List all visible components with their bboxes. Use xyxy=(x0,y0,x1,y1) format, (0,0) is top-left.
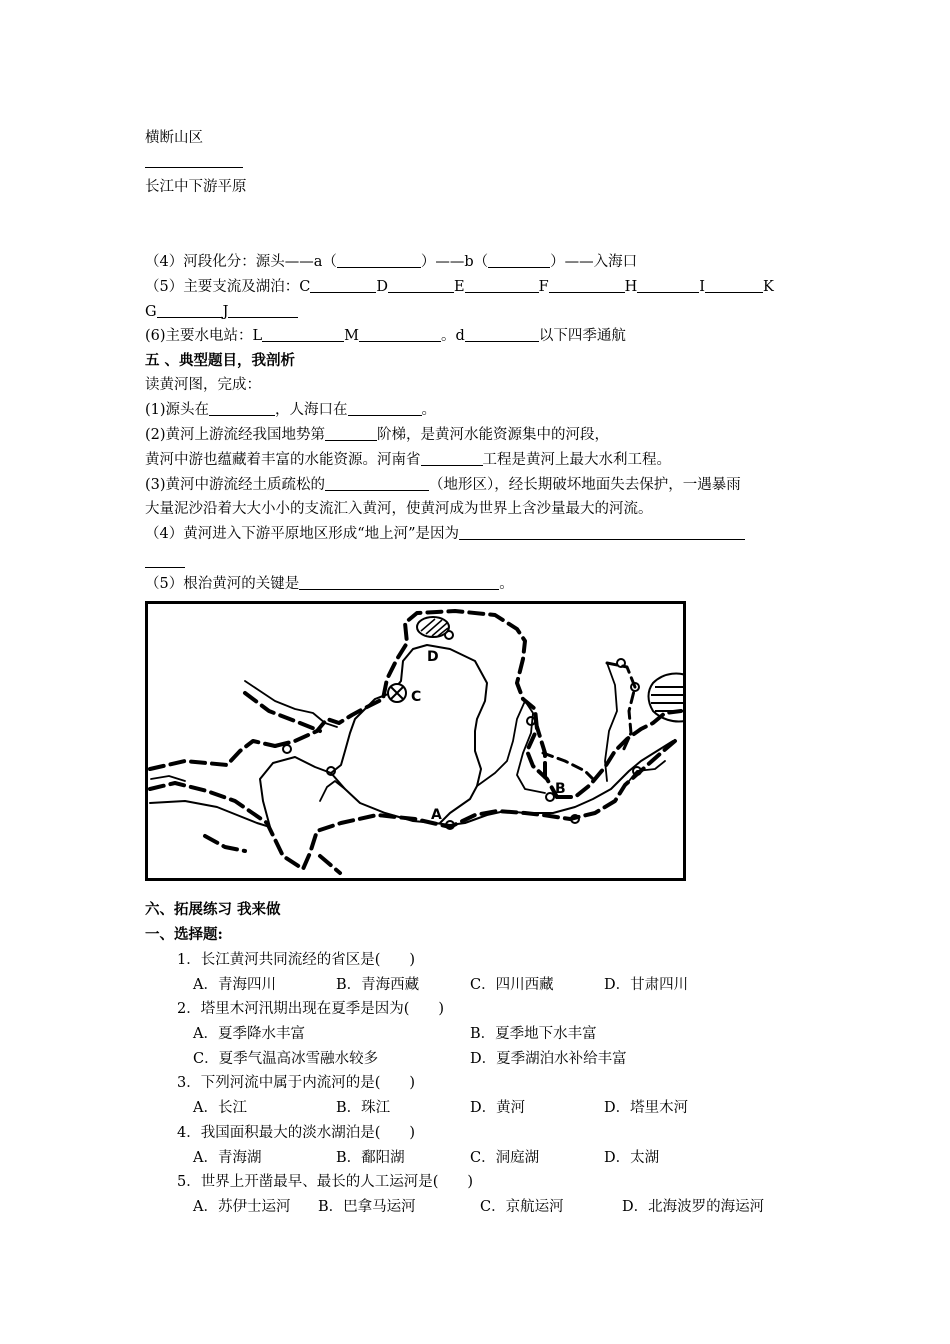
answer-blank[interactable] xyxy=(262,328,344,342)
answer-blank[interactable] xyxy=(299,576,499,590)
text: 。 xyxy=(499,576,514,592)
question-line xyxy=(145,401,436,419)
text-line: 读黄河图，完成： xyxy=(145,377,261,393)
text: F xyxy=(538,279,549,295)
question-line xyxy=(145,525,745,543)
answer-blank[interactable] xyxy=(465,279,539,293)
answer-blank[interactable] xyxy=(359,328,441,342)
option-b[interactable]: B．巴拿马运河 xyxy=(318,1199,416,1215)
option-c[interactable]: C．京航运河 xyxy=(480,1199,564,1215)
option-d[interactable]: D．塔里木河 xyxy=(604,1100,689,1116)
option-d[interactable]: D．夏季湖泊水补给丰富 xyxy=(470,1051,627,1067)
answer-blank[interactable] xyxy=(209,402,275,416)
question-line xyxy=(145,476,741,494)
answer-blank[interactable] xyxy=(228,304,298,318)
question-line xyxy=(145,426,609,444)
answer-blank[interactable] xyxy=(348,402,422,416)
answer-blank[interactable] xyxy=(421,452,483,466)
answer-blank[interactable] xyxy=(549,279,625,293)
question-line xyxy=(145,327,626,345)
map-label-b: B xyxy=(555,781,566,797)
text: 。 xyxy=(421,402,437,418)
answer-blank[interactable] xyxy=(459,526,745,540)
option-d[interactable]: D．北海波罗的海运河 xyxy=(622,1199,765,1215)
text: I xyxy=(699,279,706,295)
answer-blank[interactable] xyxy=(310,279,376,293)
text: 黄河中游也蕴藏着丰富的水能资源。河南省 xyxy=(145,452,421,468)
question-stem: 4．我国面积最大的淡水湖泊是( ) xyxy=(177,1125,416,1141)
answer-blank[interactable] xyxy=(337,254,421,268)
blank-line xyxy=(145,167,243,168)
text: (2)黄河上游流经我国地势第 xyxy=(145,427,326,443)
answer-blank[interactable] xyxy=(637,279,699,293)
text: J xyxy=(222,304,229,320)
text: K xyxy=(763,279,774,295)
question-line xyxy=(145,303,298,321)
question-line xyxy=(145,278,774,296)
answer-blank[interactable] xyxy=(388,279,454,293)
city-marker xyxy=(283,745,291,753)
answer-blank[interactable] xyxy=(157,304,223,318)
text: （4）黄河进入下游平原地区形成“地上河”是因为 xyxy=(145,526,460,542)
option-c[interactable]: D．黄河 xyxy=(470,1100,526,1116)
map-label-c: C xyxy=(411,689,422,705)
option-a[interactable]: A．青海四川 xyxy=(193,977,276,993)
text: G xyxy=(145,304,157,320)
reservoir-marker xyxy=(388,684,406,702)
question-line xyxy=(145,253,637,271)
section-heading: 六、拓展练习 我来做 xyxy=(145,901,281,918)
text: (3)黄河中游流经土质疏松的 xyxy=(145,477,326,493)
text-line: 横断山区 xyxy=(145,130,203,146)
subsection-heading: 一、选择题: xyxy=(145,926,223,943)
answer-blank-continuation[interactable] xyxy=(145,567,185,568)
question-stem: 5．世界上开凿最早、最长的人工运河是( ) xyxy=(177,1174,474,1190)
section-heading: 五 、典型题目，我剖析 xyxy=(145,352,296,369)
text: 阶梯，是黄河水能资源集中的河段， xyxy=(377,427,610,443)
sea-hatched xyxy=(649,673,686,721)
text: （5）主要支流及湖泊：C xyxy=(145,279,311,295)
option-c[interactable]: C．夏季气温高冰雪融水较多 xyxy=(193,1051,379,1067)
province-boundary xyxy=(543,663,635,781)
text: (1)源头在 xyxy=(145,402,210,418)
question-stem: 2．塔里木河汛期出现在夏季是因为( ) xyxy=(177,1001,445,1017)
option-b[interactable]: B．青海西藏 xyxy=(336,977,420,993)
question-stem: 1．长江黄河共同流经的省区是( ) xyxy=(177,952,416,968)
option-d[interactable]: D．太湖 xyxy=(604,1150,660,1166)
text: （5）根治黄河的关键是 xyxy=(145,576,300,592)
option-d[interactable]: D．甘肃四川 xyxy=(604,977,689,993)
text: 。d xyxy=(441,328,465,344)
text: H xyxy=(624,279,638,295)
question-line xyxy=(145,451,671,469)
option-c[interactable]: C．洞庭湖 xyxy=(470,1150,540,1166)
map-frame xyxy=(147,603,685,880)
text: ，人海口在 xyxy=(275,402,348,418)
answer-blank[interactable] xyxy=(488,254,550,268)
text: D xyxy=(376,279,388,295)
tributary xyxy=(151,663,665,801)
map-label-d: D xyxy=(427,649,439,665)
text: E xyxy=(453,279,465,295)
text: （地形区），经长期破坏地面失去保护，一遇暴雨 xyxy=(429,477,741,493)
city-marker xyxy=(527,717,535,725)
yellow-river-map xyxy=(145,601,686,881)
text-line: 长江中下游平原 xyxy=(145,179,247,195)
text: 以下四季通航 xyxy=(538,328,626,344)
option-b[interactable]: B．珠江 xyxy=(336,1100,391,1116)
lake-hatched xyxy=(417,617,449,637)
answer-blank[interactable] xyxy=(325,477,429,491)
map-label-a: A xyxy=(431,807,442,823)
text-line: 大量泥沙沿着大大小小的支流汇入黄河，使黄河成为世界上含沙量最大的河流。 xyxy=(145,501,653,517)
text: 工程是黄河上最大水利工程。 xyxy=(482,452,671,468)
option-b[interactable]: B．鄱阳湖 xyxy=(336,1150,405,1166)
question-stem: 3．下列河流中属于内流河的是( ) xyxy=(177,1075,416,1091)
yellow-river xyxy=(331,645,487,823)
text: ）——入海口 xyxy=(550,254,638,270)
option-a[interactable]: A．长江 xyxy=(193,1100,247,1116)
text: M xyxy=(344,328,360,344)
answer-blank[interactable] xyxy=(465,328,539,342)
option-b[interactable]: B．夏季地下水丰富 xyxy=(470,1026,597,1042)
text: ）——b（ xyxy=(420,254,489,270)
city-marker xyxy=(546,793,554,801)
answer-blank[interactable] xyxy=(705,279,763,293)
option-c[interactable]: C．四川西藏 xyxy=(470,977,554,993)
option-a[interactable]: A．苏伊士运河 xyxy=(193,1199,291,1215)
city-marker xyxy=(617,659,625,667)
question-line xyxy=(145,575,514,593)
province-boundary xyxy=(150,611,681,873)
text: （4）河段化分：源头——a（ xyxy=(145,254,337,270)
text: (6)主要水电站：L xyxy=(145,328,263,344)
option-a[interactable]: A．夏季降水丰富 xyxy=(193,1026,305,1042)
option-a[interactable]: A．青海湖 xyxy=(193,1150,262,1166)
answer-blank[interactable] xyxy=(325,427,377,441)
